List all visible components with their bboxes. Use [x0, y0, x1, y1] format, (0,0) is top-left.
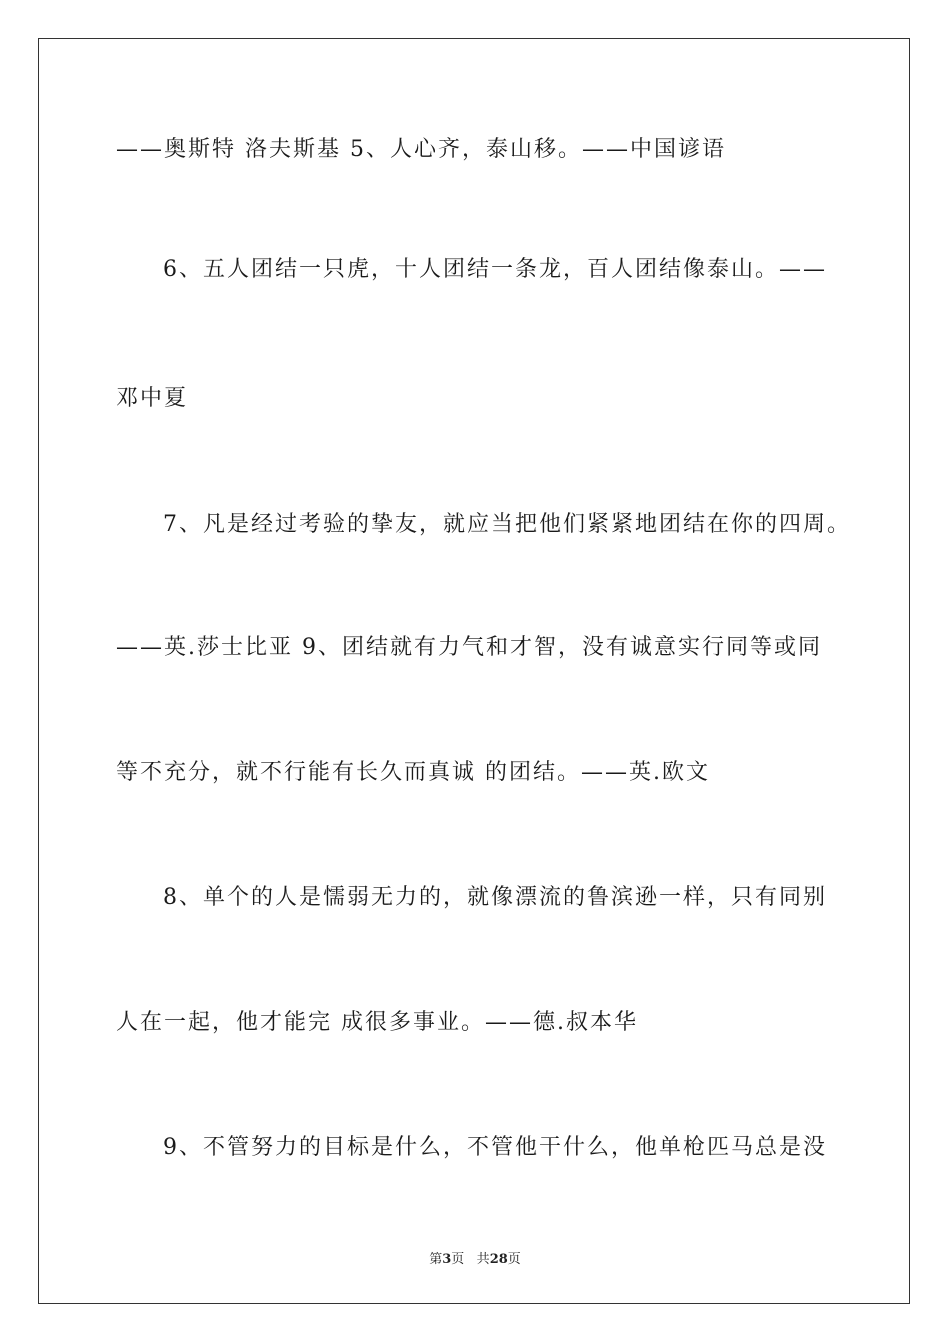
footer-total-pages: 28	[489, 1252, 508, 1267]
footer-page-suffix: 页	[451, 1252, 465, 1267]
footer-page-number: 3	[442, 1252, 452, 1267]
page-footer	[0, 1248, 950, 1267]
text-line-1: ——奥斯特 洛夫斯基 5、人心齐，泰山移。——中国谚语	[116, 137, 726, 162]
footer-total-prefix: 共	[476, 1252, 490, 1267]
text-line-8: 人在一起，他才能完 成很多事业。——德.叔本华	[116, 1010, 638, 1035]
text-line-2: 6、五人团结一只虎，十人团结一条龙，百人团结像泰山。——	[163, 257, 827, 282]
text-line-4: 7、凡是经过考验的挚友，就应当把他们紧紧地团结在你的四周。	[163, 512, 851, 537]
text-line-5: ——英.莎士比亚 9、团结就有力气和才智，没有诚意实行同等或同	[116, 635, 822, 660]
footer-prefix: 第	[429, 1252, 443, 1267]
footer-total-suffix: 页	[507, 1252, 521, 1267]
text-line-3: 邓中夏	[116, 386, 189, 411]
text-line-9: 9、不管努力的目标是什么，不管他干什么，他单枪匹马总是没	[163, 1135, 827, 1160]
text-line-7: 8、单个的人是懦弱无力的，就像漂流的鲁滨逊一样，只有同别	[163, 885, 827, 910]
text-line-6: 等不充分，就不行能有长久而真诚 的团结。——英.欧文	[116, 760, 710, 785]
page-border	[38, 38, 910, 1304]
